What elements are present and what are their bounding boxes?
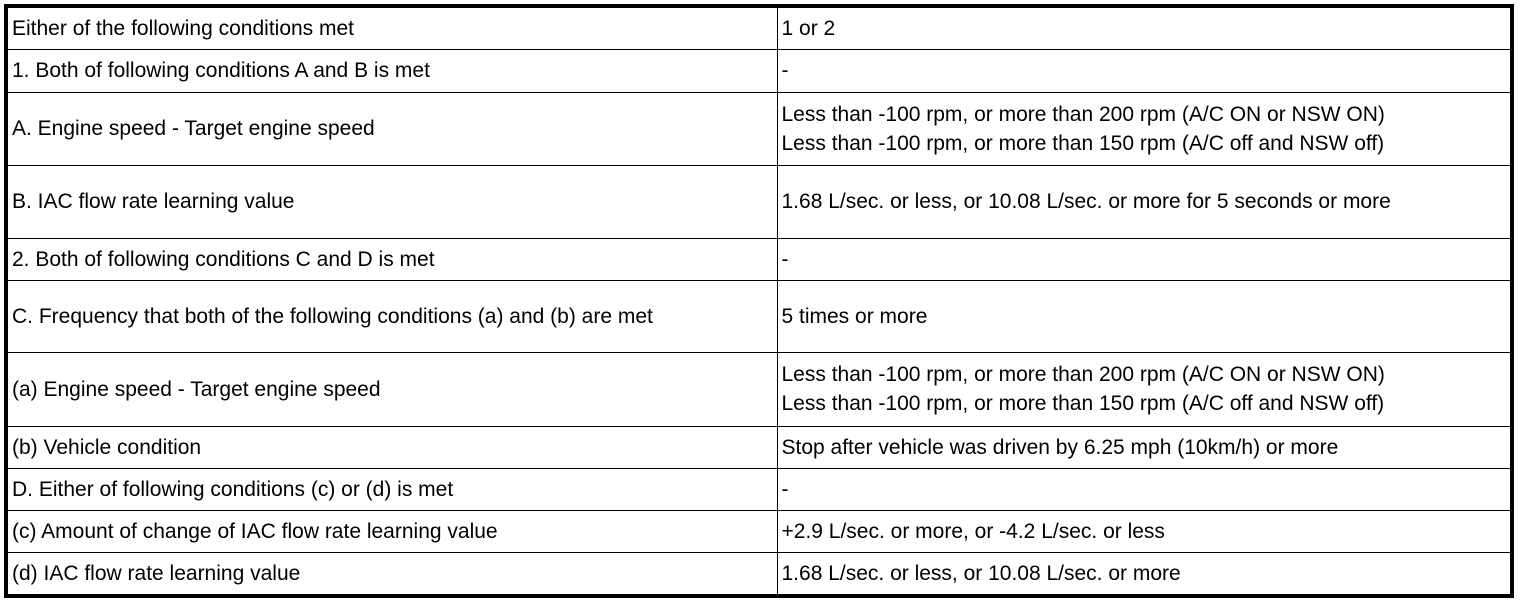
table-row	[8, 352, 1510, 426]
table-row	[8, 510, 1510, 552]
condition-cell: A. Engine speed - Target engine speed	[8, 92, 777, 165]
table-row	[8, 280, 1510, 352]
table-row	[8, 238, 1510, 280]
value-line: -	[781, 477, 789, 501]
value-cell	[777, 280, 1510, 352]
value-cell	[777, 238, 1510, 280]
condition-cell: (d) IAC flow rate learning value	[8, 552, 777, 594]
value-line: Stop after vehicle was driven by 6.25 mph (10km/h) or more	[781, 435, 1339, 459]
condition-cell: (c) Amount of change of IAC flow rate learning value	[8, 510, 777, 552]
value-line: Less than -100 rpm, or more than 200 rpm (A/C ON or NSW ON)	[781, 102, 1385, 126]
value-cell	[777, 49, 1510, 92]
value-line: 1 or 2	[781, 16, 836, 40]
value-cell	[777, 426, 1510, 468]
value-cell	[777, 468, 1510, 510]
value-cell	[777, 92, 1510, 165]
value-cell	[777, 165, 1510, 238]
condition-cell: 2. Both of following conditions C and D is met	[8, 238, 777, 280]
value-line: Less than -100 rpm, or more than 200 rpm (A/C ON or NSW ON)	[781, 363, 1385, 386]
table-row	[8, 468, 1510, 510]
value-line: Less than -100 rpm, or more than 150 rpm (A/C off and NSW off)	[781, 392, 1385, 415]
condition-cell: D. Either of following conditions (c) or (d) is met	[8, 468, 777, 510]
condition-cell: (b) Vehicle condition	[8, 426, 777, 468]
conditions-table-frame	[4, 4, 1514, 598]
value-line: 1.68 L/sec. or less, or 10.08 L/sec. or more	[781, 561, 1181, 585]
table-row	[8, 49, 1510, 92]
condition-cell: 1. Both of following conditions A and B is met	[8, 49, 777, 92]
value-line: 5 times or more	[781, 304, 928, 328]
value-line: Less than -100 rpm, or more than 150 rpm (A/C off and NSW off)	[781, 131, 1385, 155]
condition-cell: B. IAC flow rate learning value	[8, 165, 777, 238]
conditions-table	[8, 8, 1510, 594]
table-row	[8, 165, 1510, 238]
value-cell	[777, 510, 1510, 552]
value-cell	[777, 8, 1510, 49]
table-row	[8, 552, 1510, 594]
condition-cell: Either of the following conditions met	[8, 8, 777, 49]
value-line: +2.9 L/sec. or more, or -4.2 L/sec. or less	[781, 519, 1165, 543]
table-row	[8, 8, 1510, 49]
value-line: -	[781, 59, 789, 82]
value-cell	[777, 352, 1510, 426]
condition-cell: (a) Engine speed - Target engine speed	[8, 352, 777, 426]
value-line: 1.68 L/sec. or less, or 10.08 L/sec. or more for 5 seconds or more	[781, 190, 1391, 213]
value-cell	[777, 552, 1510, 594]
table-row	[8, 426, 1510, 468]
value-line: -	[781, 247, 789, 271]
table-row	[8, 92, 1510, 165]
condition-cell: C. Frequency that both of the following conditions (a) and (b) are met	[8, 280, 777, 352]
